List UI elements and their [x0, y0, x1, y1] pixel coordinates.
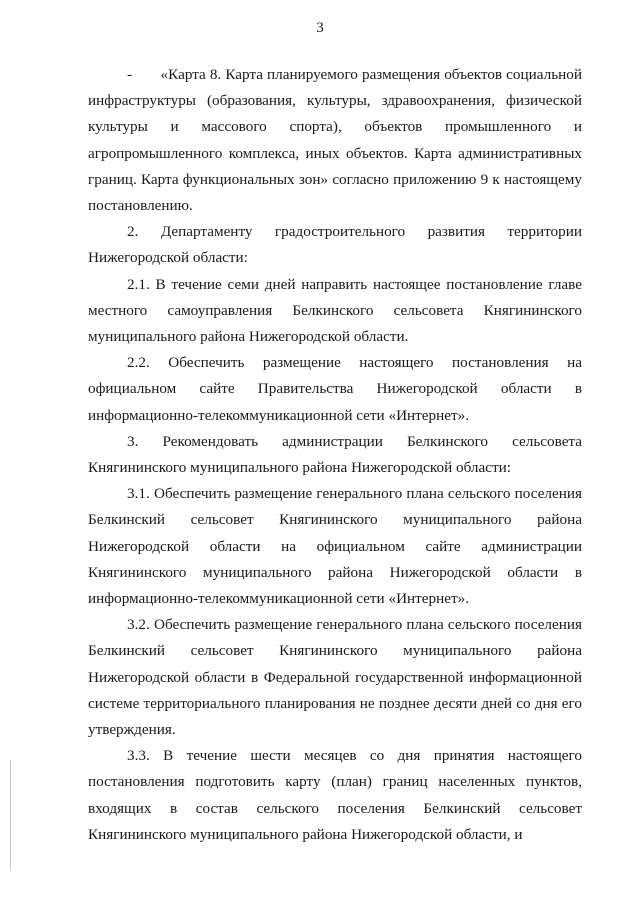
- scan-margin-mark: [10, 760, 11, 870]
- paragraph-3-2: 3.2. Обеспечить размещение генерального плана сельского поселения Белкинский сельсовет Княгининского муниципального района Нижегородской области в Федеральной государственной информационной системе территориального планирования не позднее десяти дней со дня его утверждения.: [88, 616, 582, 739]
- paragraph-map-list-item: - «Карта 8. Карта планируемого размещения объектов социальной инфраструктуры (образования, культуры, здравоохранения, физической культуры и массового спорта), объектов промышленного и агропромышленного комплекса, иных объектов. Карта административных границ. Карта функциональных зон» согласно приложению 9 к настоящему постановлению.: [88, 66, 582, 215]
- paragraph-2-1: 2.1. В течение семи дней направить настоящее постановление главе местного самоуправления Белкинского сельсовета Княгининского муниципального района Нижегородской области.: [88, 275, 582, 346]
- paragraph-3: 3. Рекомендовать администрации Белкинского сельсовета Княгининского муниципального района Нижегородской области:: [88, 432, 582, 477]
- paragraph-2-2: 2.2. Обеспечить размещение настоящего постановления на официальном сайте Правительства Нижегородской области в информационно-телекоммуникационной сети «Интернет».: [88, 354, 582, 424]
- paragraph-2: 2. Департаменту градостроительного развития территории Нижегородской области:: [88, 223, 582, 267]
- paragraph-3-1: 3.1. Обеспечить размещение генерального плана сельского поселения Белкинский сельсовет Княгининского муниципального района Нижегородской области на официальном сайте администрации Княгининского муниципального района Нижегородской области в информационно-телекоммуникационной сети «Интернет».: [88, 485, 582, 608]
- document-body: [88, 62, 582, 848]
- paragraph-3-3: 3.3. В течение шести месяцев со дня принятия настоящего постановления подготовить карту (план) границ населенных пунктов, входящих в состав сельского поселения Белкинский сельсовет Княгининского муниципального района Нижегородской области, и: [88, 747, 582, 843]
- page-number: 3: [316, 20, 324, 36]
